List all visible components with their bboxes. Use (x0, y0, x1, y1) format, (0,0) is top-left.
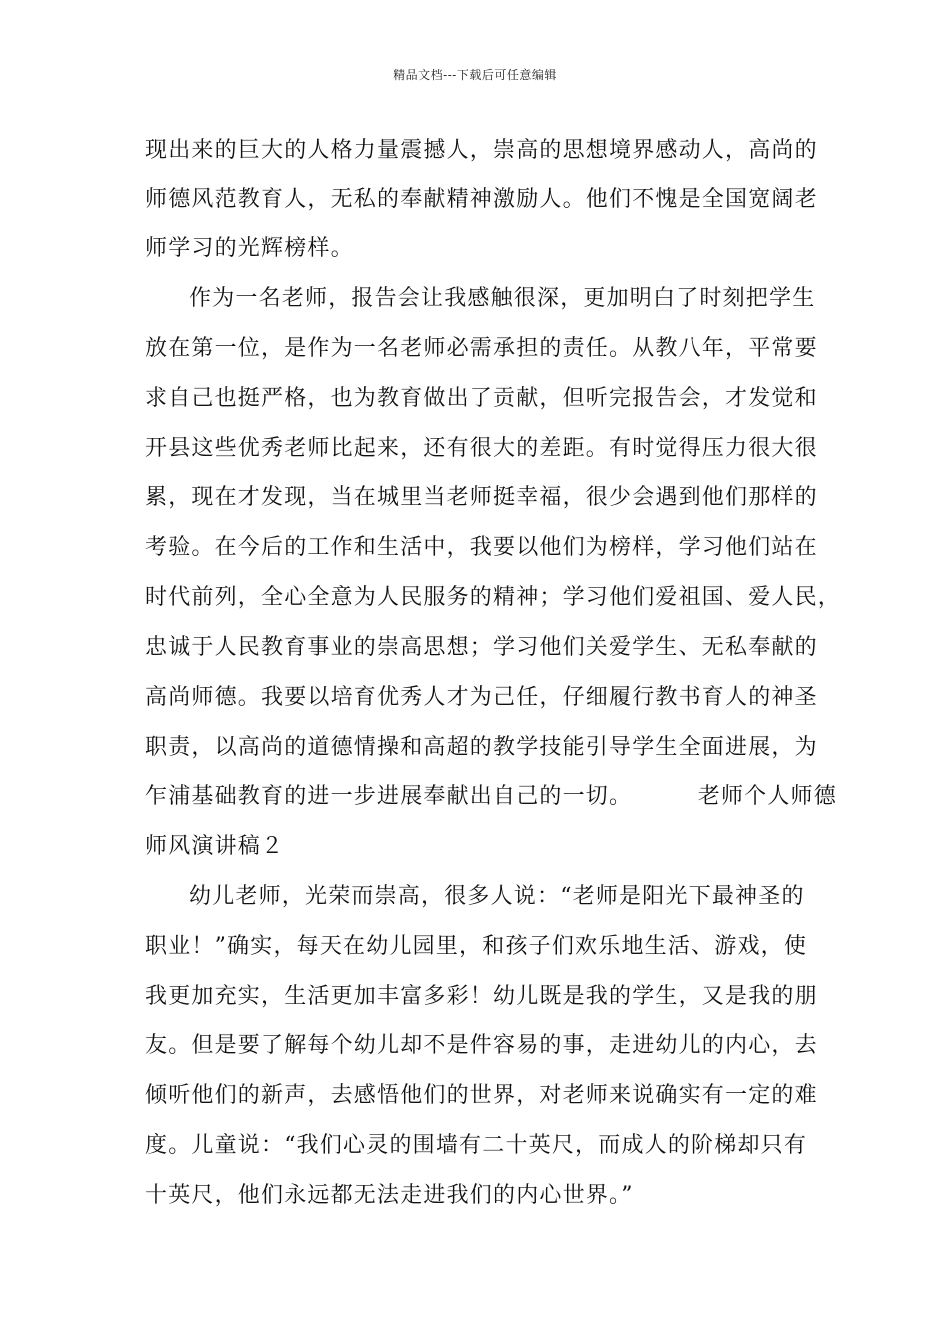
paragraph-line: 乍浦基础教育的进一步进展奉献出自己的一切。 老师个人师德 (145, 784, 837, 809)
section-title-line: 师风演讲稿２ (145, 834, 285, 859)
paragraph-line: 幼儿老师，光荣而崇高，很多人说：“老师是阳光下最神圣的 (189, 884, 805, 909)
paragraph-line: 师德风范教育人，无私的奉献精神激励人。他们不愧是全国宽阔老 (145, 187, 818, 212)
paragraph-line: 开县这些优秀老师比起来，还有很大的差距。有时觉得压力很大很 (145, 436, 818, 461)
paragraph-line: 累，现在才发现，当在城里当老师挺幸福，很少会遇到他们那样的 (145, 485, 818, 510)
paragraph-line: 时代前列，全心全意为人民服务的精神；学习他们爱祖国、爱人民， (145, 585, 842, 610)
paragraph-line: 现出来的巨大的人格力量震撼人，崇高的思想境界感动人，高尚的 (145, 138, 818, 163)
paragraph-line: 度。儿童说：“我们心灵的围墙有二十英尺，而成人的阶梯却只有 (145, 1133, 808, 1158)
paragraph-line: 考验。在今后的工作和生活中，我要以他们为榜样，学习他们站在 (145, 535, 818, 560)
paragraph-line: 高尚师德。我要以培育优秀人才为己任，仔细履行教书育人的神圣 (145, 685, 818, 710)
paragraph-line: 职业！”确实，每天在幼儿园里，和孩子们欢乐地生活、游戏，使 (145, 934, 808, 959)
paragraph-line: 师学习的光辉榜样。 (145, 236, 354, 261)
paragraph-line: 我更加充实，生活更加丰富多彩！幼儿既是我的学生，又是我的朋 (145, 984, 818, 1009)
page-header: 精品文档---下载后可任意编辑 (393, 68, 557, 82)
paragraph-line: 友。但是要了解每个幼儿却不是件容易的事，走进幼儿的内心，去 (145, 1033, 818, 1058)
paragraph-line: 忠诚于人民教育事业的崇高思想；学习他们关爱学生、无私奉献的 (145, 635, 818, 660)
paragraph-line: 职责，以高尚的道德情操和高超的教学技能引导学生全面进展，为 (145, 735, 818, 760)
paragraph-line: 作为一名老师，报告会让我感触很深，更加明白了时刻把学生 (189, 286, 816, 311)
paragraph-line: 求自己也挺严格，也为教育做出了贡献，但听完报告会，才发觉和 (145, 386, 818, 411)
paragraph-line: 放在第一位，是作为一名老师必需承担的责任。从教八年，平常要 (145, 336, 818, 361)
paragraph-line: 倾听他们的新声，去感悟他们的世界，对老师来说确实有一定的难 (145, 1083, 818, 1108)
paragraph-line: 十英尺，他们永远都无法走进我们的内心世界。” (145, 1183, 634, 1208)
